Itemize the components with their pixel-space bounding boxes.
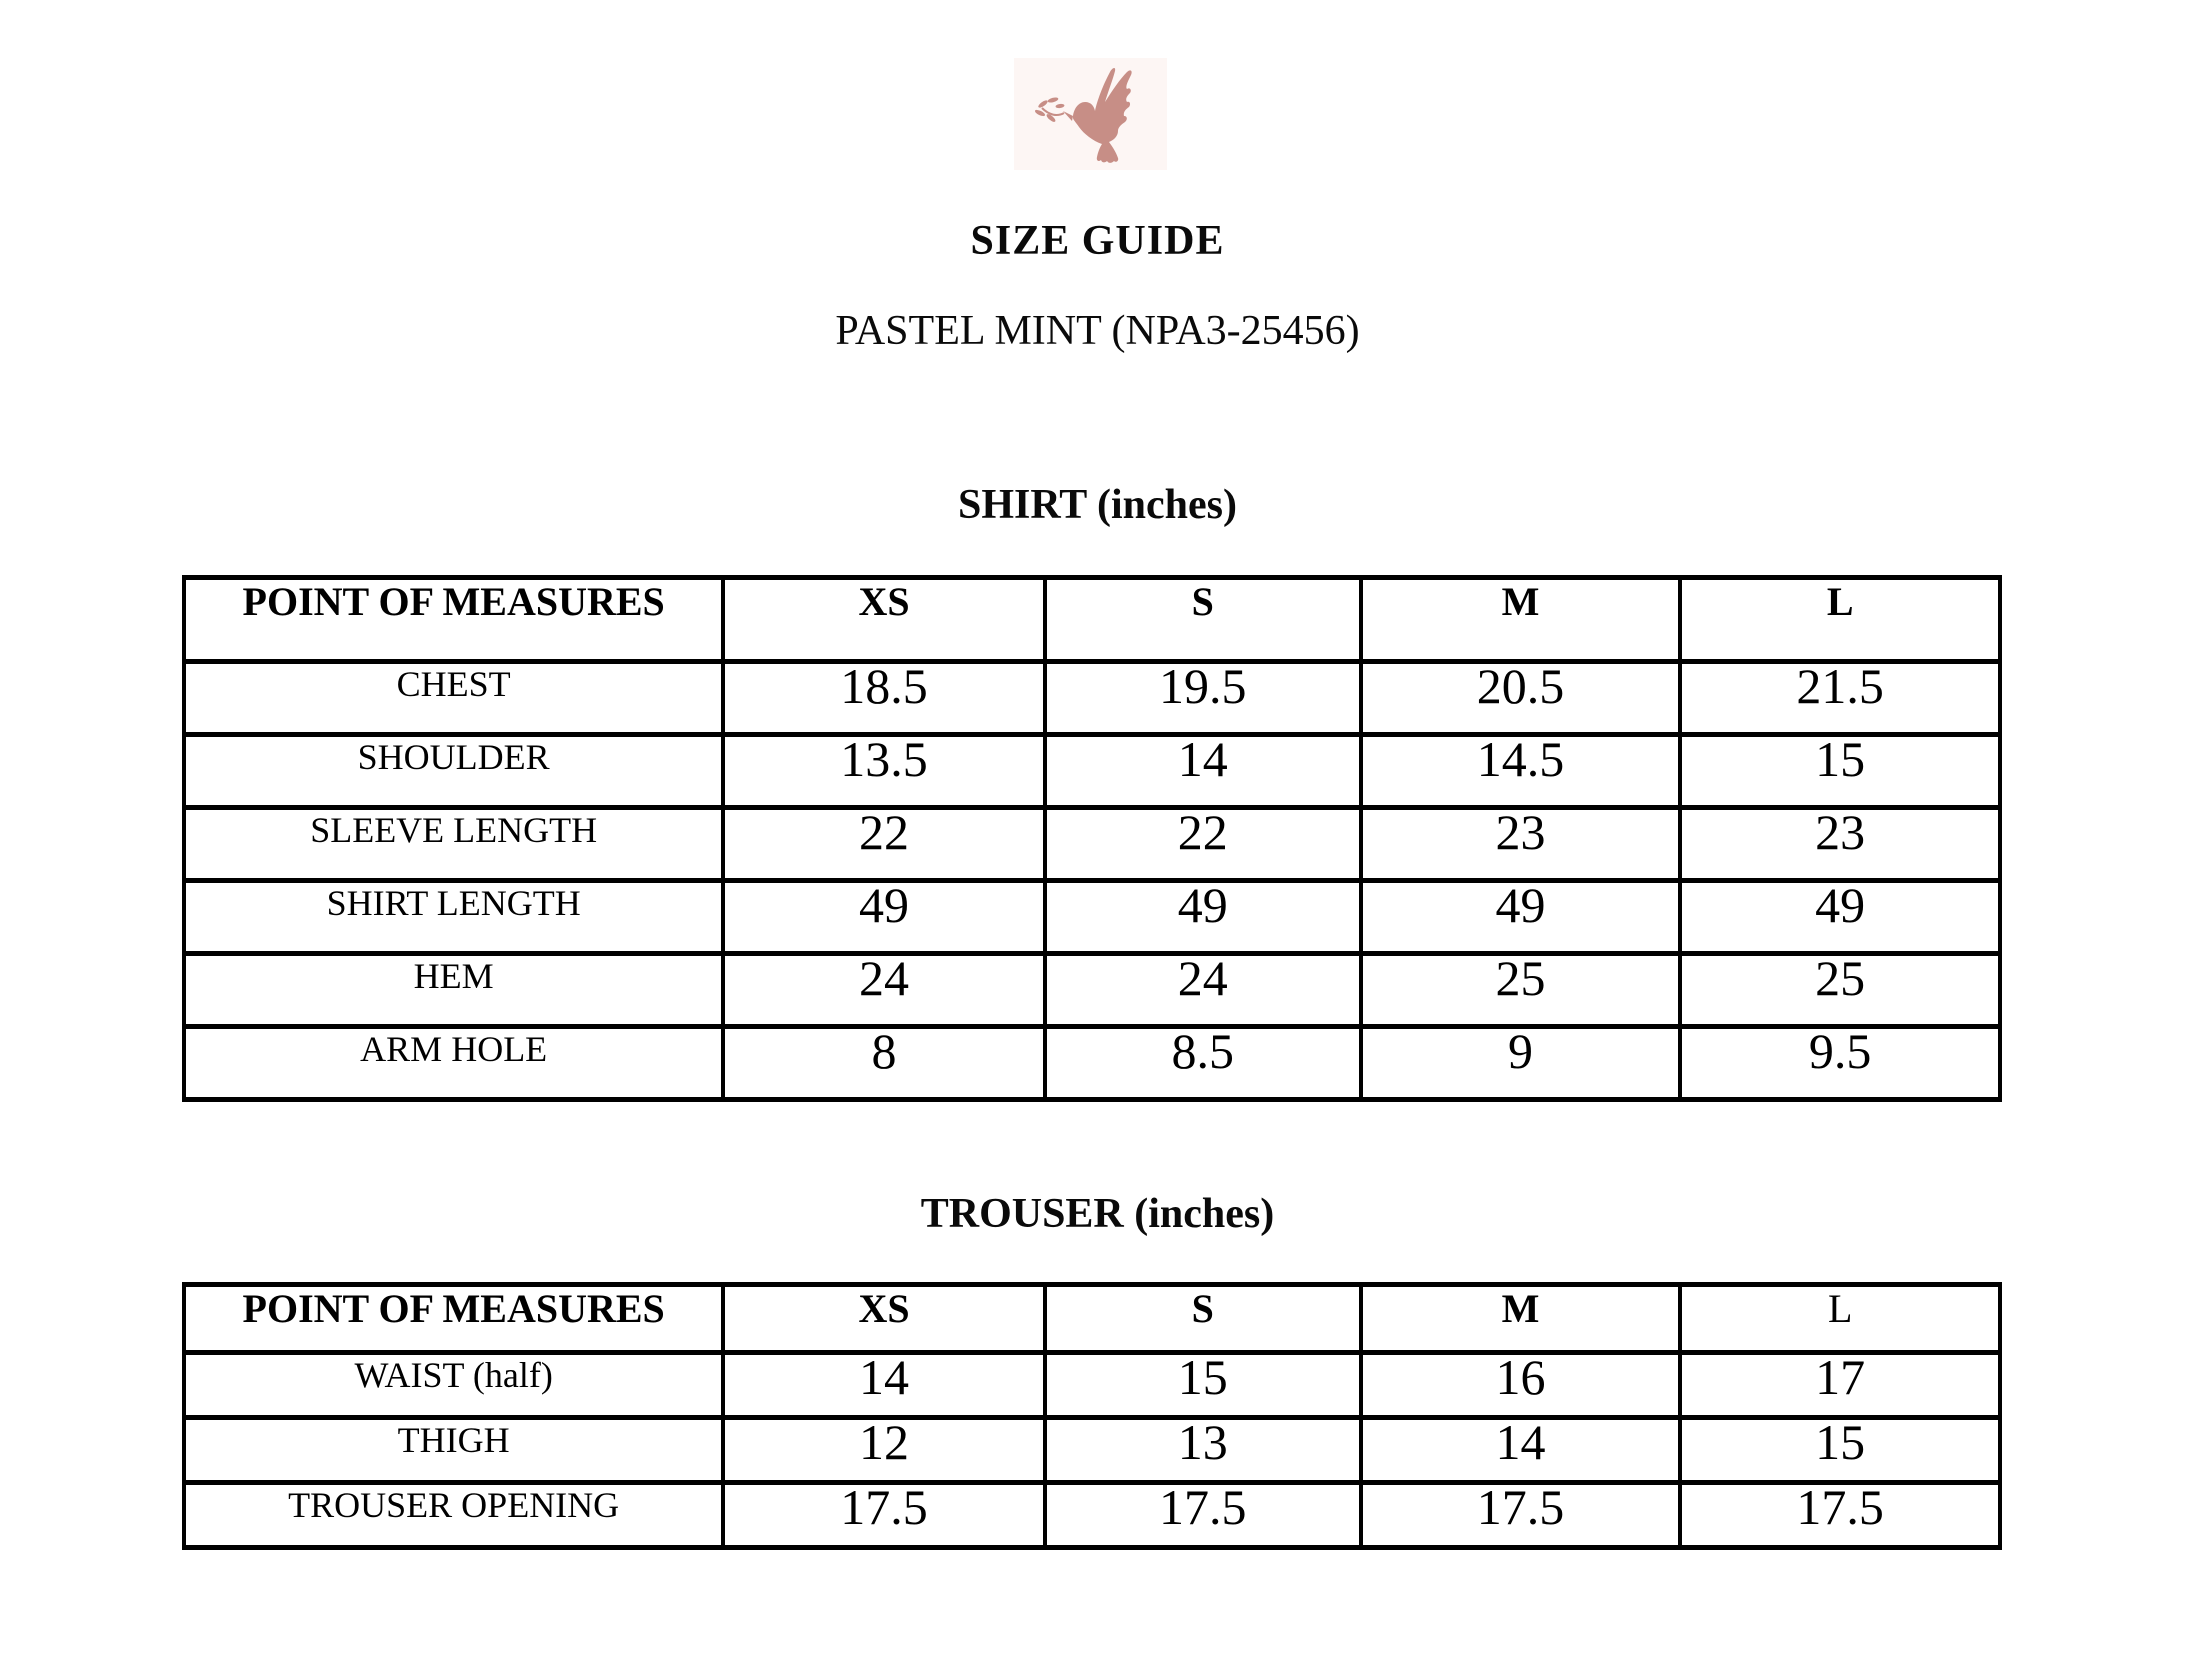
shirt-armhole-l: 9.5	[1680, 1027, 2000, 1100]
shirt-shoulder-xs: 13.5	[723, 735, 1044, 808]
trouser-col-header-m: M	[1361, 1285, 1681, 1353]
trouser-opening-s: 17.5	[1045, 1483, 1361, 1548]
shirt-length-m: 49	[1361, 881, 1681, 954]
shirt-chest-xs: 18.5	[723, 662, 1044, 735]
shirt-row-label-shirt-length: SHIRT LENGTH	[184, 881, 723, 954]
shirt-chest-m: 20.5	[1361, 662, 1681, 735]
trouser-col-header-s: S	[1045, 1285, 1361, 1353]
shirt-chest-l: 21.5	[1680, 662, 2000, 735]
trouser-row-label-opening: TROUSER OPENING	[184, 1483, 723, 1548]
shirt-sleeve-xs: 22	[723, 808, 1044, 881]
shirt-col-header-measures: POINT OF MEASURES	[184, 578, 723, 662]
shirt-sleeve-s: 22	[1045, 808, 1361, 881]
trouser-waist-m: 16	[1361, 1353, 1681, 1418]
shirt-sleeve-l: 23	[1680, 808, 2000, 881]
shirt-row-label-chest: CHEST	[184, 662, 723, 735]
trouser-opening-xs: 17.5	[723, 1483, 1044, 1548]
table-row	[184, 735, 2000, 808]
trouser-col-header-xs: XS	[723, 1285, 1044, 1353]
trouser-thigh-m: 14	[1361, 1418, 1681, 1483]
shirt-armhole-xs: 8	[723, 1027, 1044, 1100]
shirt-chest-s: 19.5	[1045, 662, 1361, 735]
trouser-row-label-thigh: THIGH	[184, 1418, 723, 1483]
trouser-header-row	[184, 1285, 2000, 1353]
page-title: SIZE GUIDE	[970, 218, 1225, 264]
trouser-row-label-waist: WAIST (half)	[184, 1353, 723, 1418]
shirt-hem-xs: 24	[723, 954, 1044, 1027]
shirt-length-l: 49	[1680, 881, 2000, 954]
trouser-waist-xs: 14	[723, 1353, 1044, 1418]
brand-logo	[1014, 58, 1167, 170]
shirt-col-header-l: L	[1680, 578, 2000, 662]
trouser-col-header-l: L	[1680, 1285, 2000, 1353]
shirt-shoulder-m: 14.5	[1361, 735, 1681, 808]
trouser-thigh-xs: 12	[723, 1418, 1044, 1483]
shirt-shoulder-l: 15	[1680, 735, 2000, 808]
table-row	[184, 808, 2000, 881]
shirt-armhole-s: 8.5	[1045, 1027, 1361, 1100]
shirt-armhole-m: 9	[1361, 1027, 1681, 1100]
table-row	[184, 954, 2000, 1027]
shirt-hem-s: 24	[1045, 954, 1361, 1027]
trouser-waist-l: 17	[1680, 1353, 2000, 1418]
table-row	[184, 1483, 2000, 1548]
shirt-col-header-s: S	[1045, 578, 1361, 662]
trouser-size-table	[182, 1282, 2002, 1550]
trouser-section-title: TROUSER (inches)	[920, 1191, 1275, 1237]
table-row	[184, 1418, 2000, 1483]
shirt-length-s: 49	[1045, 881, 1361, 954]
shirt-row-label-hem: HEM	[184, 954, 723, 1027]
shirt-row-label-sleeve-length: SLEEVE LENGTH	[184, 808, 723, 881]
shirt-section-title: SHIRT (inches)	[958, 482, 1237, 528]
product-name-subtitle: PASTEL MINT (NPA3-25456)	[835, 308, 1360, 354]
table-row	[184, 881, 2000, 954]
table-row	[184, 1353, 2000, 1418]
shirt-col-header-m: M	[1361, 578, 1681, 662]
shirt-shoulder-s: 14	[1045, 735, 1361, 808]
shirt-row-label-arm-hole: ARM HOLE	[184, 1027, 723, 1100]
shirt-col-header-xs: XS	[723, 578, 1044, 662]
dove-icon	[1014, 58, 1167, 170]
trouser-opening-m: 17.5	[1361, 1483, 1681, 1548]
shirt-length-xs: 49	[723, 881, 1044, 954]
trouser-opening-l: 17.5	[1680, 1483, 2000, 1548]
shirt-hem-m: 25	[1361, 954, 1681, 1027]
shirt-hem-l: 25	[1680, 954, 2000, 1027]
table-row	[184, 1027, 2000, 1100]
trouser-thigh-l: 15	[1680, 1418, 2000, 1483]
table-row	[184, 662, 2000, 735]
shirt-header-row	[184, 578, 2000, 662]
shirt-size-table	[182, 575, 2002, 1102]
shirt-sleeve-m: 23	[1361, 808, 1681, 881]
shirt-row-label-shoulder: SHOULDER	[184, 735, 723, 808]
trouser-col-header-measures: POINT OF MEASURES	[184, 1285, 723, 1353]
trouser-thigh-s: 13	[1045, 1418, 1361, 1483]
trouser-waist-s: 15	[1045, 1353, 1361, 1418]
